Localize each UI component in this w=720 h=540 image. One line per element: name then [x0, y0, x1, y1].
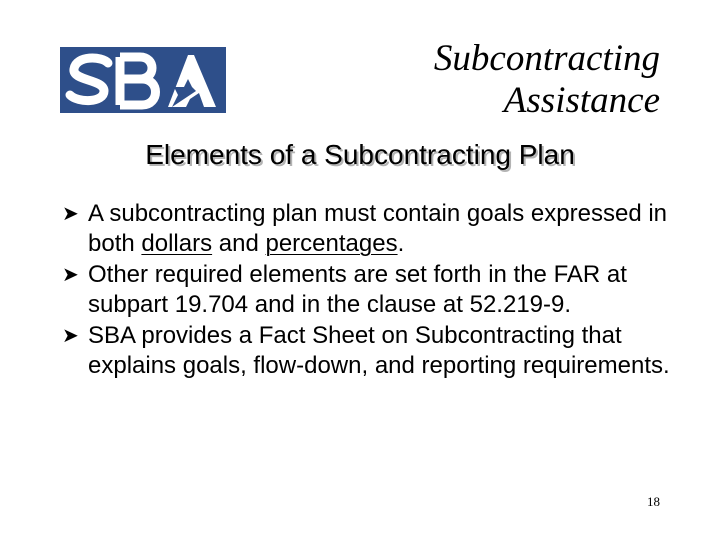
arrow-bullet-icon: ➤ [62, 262, 79, 286]
sba-logo [60, 47, 226, 113]
bullet-item-2 [62, 260, 682, 319]
title-line-1: Subcontracting [433, 38, 660, 79]
page-number: 18 [647, 494, 660, 509]
arrow-bullet-icon: ➤ [62, 323, 79, 347]
bullet-1-text-before: A subcontracting plan must contain goals expressed in both [88, 200, 668, 257]
bullet-1-underlined-percentages: percentages [265, 229, 398, 257]
title-line-2: Assistance [503, 80, 660, 121]
slide-subtitle: Elements of a Subcontracting Plan [145, 139, 575, 170]
bullet-item-3 [62, 321, 682, 380]
bullet-3-text: SBA provides a Fact Sheet on Subcontracting that explains goals, flow-down, and reporting requirements. [88, 322, 670, 379]
bullet-list [62, 199, 682, 382]
bullet-1-text-after: . [397, 229, 405, 257]
bullet-item-1 [62, 199, 682, 258]
bullet-1-text-middle: and [212, 229, 266, 257]
bullet-2-text: Other required elements are set forth in the FAR at subpart 19.704 and in the clause at 52.219-9. [88, 261, 627, 318]
bullet-1-underlined-dollars: dollars [141, 229, 213, 257]
arrow-bullet-icon: ➤ [62, 201, 79, 225]
slide-title [280, 38, 660, 122]
